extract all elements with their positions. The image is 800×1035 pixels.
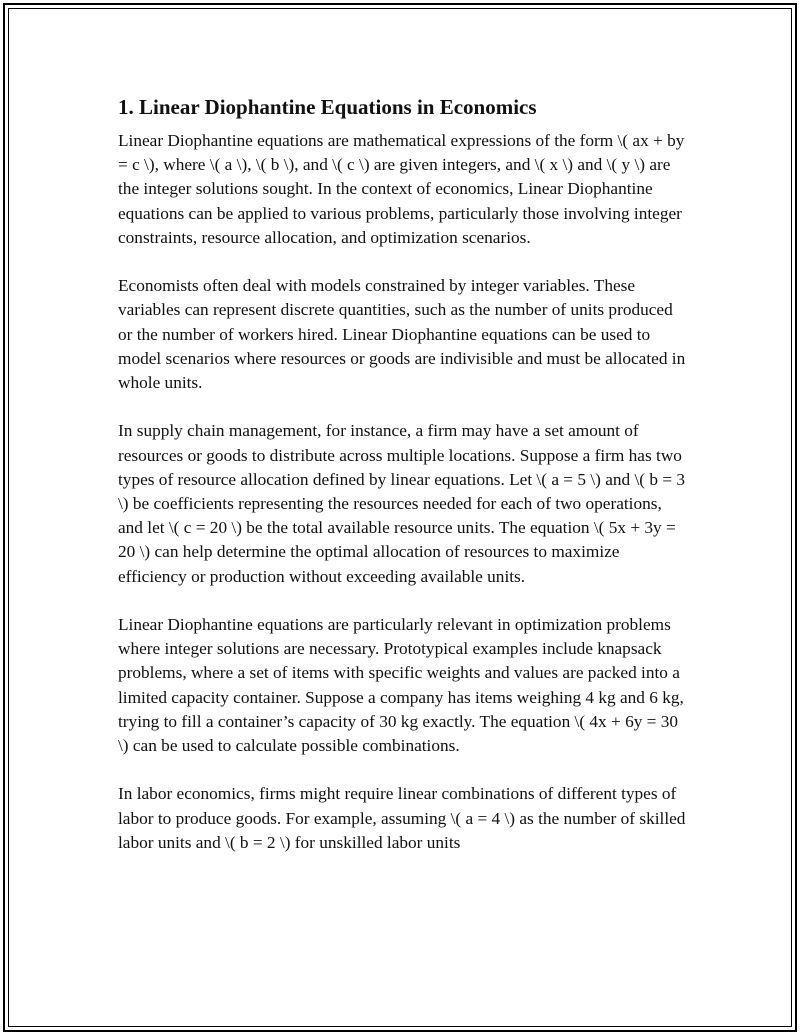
paragraph-definition: Linear Diophantine equations are mathematical expressions of the form \( ax + by = c \), where \( a \), \( b \), and \( c \) are given integers, and \( x \) and \( y \) are the integer solutions sought. In the context of economics, Linear Diophantine equations can be applied to various problems, particularly those involving integer constraints, resource allocation, and optimization scenarios. bbox=[118, 131, 685, 247]
paragraph-supply-chain: In supply chain management, for instance, a firm may have a set amount of resources or goods to distribute across multiple locations. Suppose a firm has two types of resource allocation defined by linear equations. Let \( a = 5 \) and \( b = 3 \) be coefficients representing the resources needed for each of two operations, and let \( c = 20 \) be the total available resource units. The equation \( 5x + 3y = 20 \) can help determine the optimal allocation of resources to maximize efficiency or production without exceeding available units. bbox=[118, 421, 686, 586]
paragraph-integer-variables: Economists often deal with models constrained by integer variables. These variables can represent discrete quantities, such as the number of units produced or the number of workers hired. Linear Diophantine equations can be used to model scenarios where resources or goods are indivisible and must be allocated in whole units. bbox=[118, 276, 686, 393]
document-body bbox=[118, 93, 690, 879]
paragraph-optimization: Linear Diophantine equations are particularly relevant in optimization problems where integer solutions are necessary. Prototypical examples include knapsack problems, where a set of items with specific weights and values are packed into a limited capacity container. Suppose a company has items weighing 4 kg and 6 kg, trying to fill a container’s capacity of 30 kg exactly. The equation \( 4x + 6y = 30 \) can be used to calculate possible combinations. bbox=[118, 615, 684, 756]
paragraph-labor-economics: In labor economics, firms might require linear combinations of different types of labor to produce goods. For example, assuming \( a = 4 \) as the number of skilled labor units and \( b = 2 \) for unskilled labor units bbox=[118, 784, 686, 852]
section-heading: 1. Linear Diophantine Equations in Economics bbox=[118, 95, 537, 119]
